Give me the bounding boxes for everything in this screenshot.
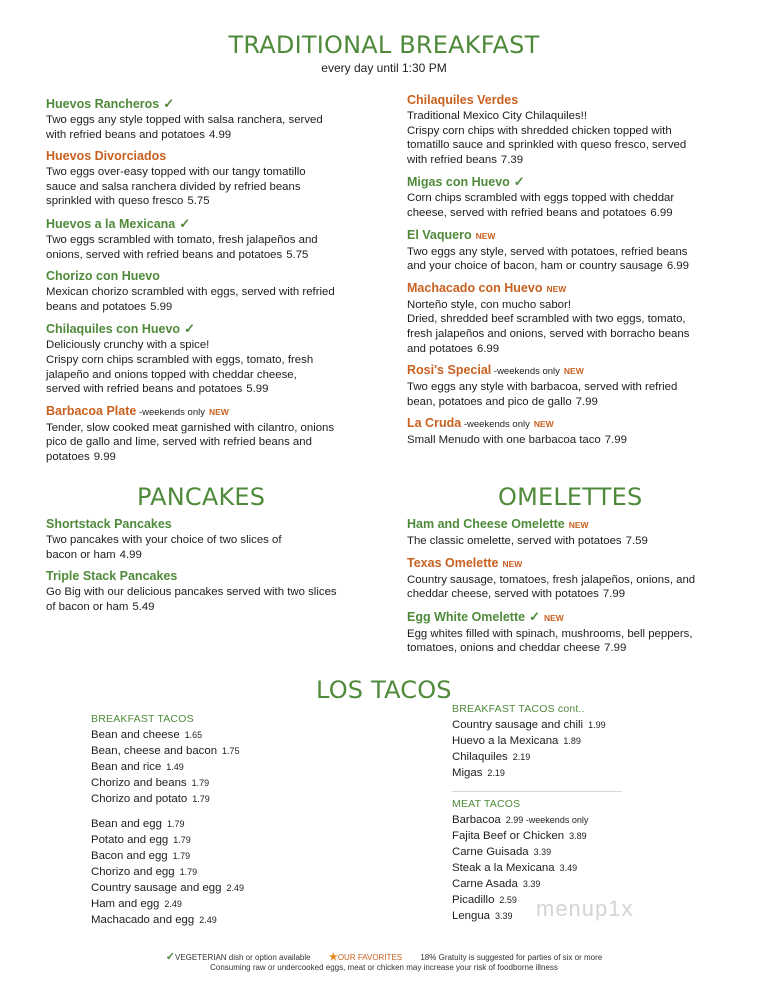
description-line — [407, 191, 747, 206]
description-text: Crispy corn chips with shredded chicken topped with — [407, 124, 672, 137]
menu-item-title — [407, 362, 747, 380]
item-description — [46, 165, 376, 209]
item-name: Triple Stack Pancakes — [46, 569, 178, 584]
taco-name: Bacon and egg — [91, 850, 168, 862]
description-text: Two eggs any style with barbacoa, served with refried — [407, 381, 678, 394]
description-line — [407, 298, 747, 313]
description-line — [407, 627, 747, 642]
description-line — [46, 450, 376, 465]
taco-name: Picadillo — [452, 894, 495, 906]
description-text: Two eggs scrambled with tomato, fresh jalapeños and — [46, 233, 318, 246]
item-name: Ham and Cheese Omelette — [407, 517, 565, 531]
taco-name: Bean and cheese — [91, 729, 180, 741]
item-description — [407, 573, 747, 602]
tacos-title: LOS TACOS — [316, 676, 452, 704]
new-badge: NEW — [533, 419, 554, 430]
description-text: Traditional Mexico City Chilaquiles!! — [407, 110, 587, 122]
description-text: Mexican chorizo scrambled with eggs, served with refried — [46, 286, 335, 299]
vegetarian-check-icon: ✓ — [529, 608, 540, 624]
item-name: Rosi's Special — [407, 363, 492, 378]
item-price: 4.99 — [208, 128, 232, 141]
taco-name: Chorizo and potato — [91, 793, 188, 805]
description-line — [46, 353, 376, 368]
taco-price: 3.39 — [522, 879, 541, 889]
item-price: 7.99 — [604, 434, 627, 447]
menu-item-triple-stack-pancakes — [46, 568, 376, 614]
taco-price: 2.19 — [512, 752, 531, 762]
description-line — [407, 259, 747, 274]
weekends-note: -weekends only — [461, 419, 530, 431]
taco-price: 1.75 — [222, 746, 240, 756]
meat-tacos-divider — [452, 791, 622, 792]
menu-item-title — [407, 555, 747, 573]
description-text: beans and potatoes — [46, 300, 147, 313]
taco-item-bean-and-rice — [91, 759, 351, 775]
item-description — [407, 534, 747, 549]
taco-price: 1.79 — [173, 835, 191, 845]
new-badge: NEW — [546, 283, 567, 294]
item-description — [407, 245, 747, 274]
description-line — [407, 395, 747, 410]
taco-price: 1.79 — [172, 851, 191, 861]
new-badge: NEW — [543, 612, 564, 623]
weekends-note: -weekends only — [491, 366, 560, 378]
description-text: Two eggs any style, served with potatoes, refried beans — [407, 245, 688, 258]
item-price: 4.99 — [119, 548, 142, 561]
item-name: Chilaquiles Verdes — [407, 93, 519, 107]
item-name: Shortstack Pancakes — [46, 517, 172, 531]
taco-name: Bean and rice — [91, 761, 162, 773]
description-line — [46, 600, 376, 615]
breakfast-tacos-heading: BREAKFAST TACOS — [91, 713, 194, 725]
vegetarian-check-icon: ✓ — [184, 321, 195, 337]
description-text: fresh jalapeños and onions, served with borracho beans — [407, 327, 690, 340]
menu-item-huevos-rancheros — [46, 95, 376, 142]
taco-name: Chorizo and egg — [91, 866, 175, 878]
weekends-note: -weekends only — [136, 406, 205, 418]
item-price: 7.99 — [575, 395, 598, 408]
taco-price: 3.39 — [533, 847, 552, 857]
item-name: Huevos Divorciados — [46, 149, 167, 164]
menu-item-texas-omelette — [407, 555, 747, 602]
gratuity-note: 18% Gratuity is suggested for parties of six or more — [420, 953, 603, 962]
taco-name: Bean, cheese and bacon — [91, 745, 218, 757]
item-price: 5.75 — [187, 195, 210, 208]
taco-item-bean-and-cheese — [91, 727, 351, 743]
footer-legend — [0, 950, 768, 963]
item-description — [407, 380, 747, 409]
menu-item-title — [46, 148, 376, 165]
taco-name: Country sausage and chili — [452, 719, 584, 731]
description-text: The classic omelette, served with potatoes — [407, 535, 622, 547]
menu-item-title — [46, 516, 376, 533]
description-text: sauce and salsa ranchera divided by refried beans — [46, 180, 301, 193]
description-line — [46, 548, 376, 563]
taco-price: 2.49 — [199, 915, 217, 925]
taco-name: Barbacoa — [452, 814, 501, 826]
description-line — [46, 368, 376, 383]
taco-price: 1.79 — [191, 778, 210, 788]
item-price: 5.75 — [286, 248, 309, 261]
taco-name: Country sausage and egg — [91, 882, 222, 894]
taco-price: 1.99 — [588, 720, 606, 730]
vegetarian-check-icon: ✓ — [179, 215, 191, 231]
description-text: cheddar cheese, served with potatoes — [407, 588, 599, 601]
item-description — [46, 338, 376, 396]
description-line — [407, 109, 747, 124]
menu-item-egg-white-omelette — [407, 608, 747, 656]
menu-item-title — [407, 415, 747, 433]
menu-item-title — [407, 173, 747, 191]
description-line — [46, 248, 376, 263]
description-text: sprinkled with queso fresco — [46, 195, 184, 208]
taco-item-chorizo-and-beans — [91, 775, 351, 791]
description-line — [46, 300, 376, 315]
taco-name: Migas — [452, 767, 483, 779]
taco-price: 3.89 — [569, 831, 587, 841]
item-name: Migas con Huevo — [407, 175, 510, 190]
food-warning: Consuming raw or undercooked eggs, meat or chicken may increase your risk of foodborne illness — [210, 963, 558, 972]
taco-price: 1.89 — [563, 736, 581, 746]
item-price: 6.99 — [666, 260, 689, 273]
taco-item-bean-and-egg — [91, 816, 351, 832]
description-line — [407, 380, 747, 395]
description-text: Tender, slow cooked meat garnished with cilantro, onions — [46, 421, 335, 434]
description-line — [407, 534, 747, 549]
description-line — [407, 641, 747, 656]
description-line — [46, 285, 376, 300]
description-line — [46, 338, 376, 353]
item-price: 5.49 — [132, 600, 155, 613]
new-badge: NEW — [475, 230, 496, 241]
taco-item-bean-cheese-and-bacon — [91, 743, 351, 759]
item-name: El Vaquero — [407, 227, 472, 242]
menu-item-huevos-divorciados — [46, 148, 376, 209]
description-text: Two pancakes with your choice of two slices of — [46, 534, 282, 546]
menu-item-chorizo-con-huevo — [46, 268, 376, 314]
description-line — [46, 435, 376, 450]
item-name: La Cruda — [407, 416, 462, 431]
description-text: jalapeño and onions topped with cheddar cheese, — [46, 368, 297, 381]
description-text: Two eggs over-easy topped with our tangy tomatillo — [46, 166, 306, 179]
menu-item-title — [46, 215, 376, 233]
description-text: tomatoes, onions and cheddar cheese — [407, 642, 601, 655]
item-name: Machacado con Huevo — [407, 280, 543, 295]
menu-item-migas-con-huevo — [407, 173, 747, 220]
description-line — [407, 327, 747, 342]
taco-item-chorizo-and-egg — [91, 864, 351, 880]
description-text: cheese, served with refried beans and potatoes — [407, 206, 647, 219]
vegetarian-check-icon: ✓ — [163, 96, 175, 111]
item-price: 7.39 — [500, 153, 524, 166]
taco-name: Bean and egg — [91, 818, 162, 830]
item-description — [46, 233, 376, 262]
description-text: Dried, shredded beef scrambled with two eggs, tomato, — [407, 313, 686, 326]
taco-item-steak-a-la-mexicana — [452, 860, 712, 876]
description-line — [407, 138, 747, 153]
description-line — [407, 433, 747, 448]
item-description — [407, 433, 747, 448]
taco-name: Ham and egg — [91, 898, 160, 910]
new-badge: NEW — [563, 366, 584, 377]
item-price: 6.99 — [650, 206, 673, 219]
description-line — [46, 180, 376, 195]
taco-price: 1.79 — [179, 867, 198, 877]
description-text: bacon or ham — [46, 548, 116, 561]
item-name: Barbacoa Plate — [46, 403, 137, 418]
item-name: Chilaquiles con Huevo — [46, 322, 181, 337]
taco-price: 1.79 — [192, 794, 210, 804]
description-text: Two eggs any style topped with salsa ranchera, served — [46, 114, 323, 126]
item-price: 7.99 — [604, 642, 627, 655]
item-price: 7.99 — [602, 588, 626, 601]
description-text: served with refried beans and potatoes — [46, 383, 243, 396]
taco-name: Huevo a la Mexicana — [452, 735, 559, 747]
item-price: 7.59 — [625, 535, 648, 547]
taco-name: Lengua — [452, 910, 491, 922]
menu-item-title — [46, 568, 376, 585]
menu-item-barbacoa-plate — [46, 403, 376, 465]
veg-legend — [166, 953, 311, 962]
description-line — [407, 206, 747, 221]
description-line — [46, 165, 376, 180]
taco-name: Carne Guisada — [452, 846, 529, 858]
taco-name: Machacado and egg — [91, 914, 195, 926]
description-line — [407, 587, 747, 602]
description-text: of bacon or ham — [46, 600, 129, 613]
menu-item-el-vaquero — [407, 227, 747, 274]
taco-item-carne-asada — [452, 876, 712, 892]
description-text: Norteño style, con mucho sabor! — [407, 298, 571, 311]
taco-price: 3.39 — [495, 911, 513, 921]
description-text: bean, potatoes and pico de gallo — [407, 395, 572, 408]
breakfast-tacos-cont-heading: BREAKFAST TACOS cont.. — [452, 703, 585, 715]
weekends-note: -weekends only — [523, 815, 589, 825]
description-text: Deliciously crunchy with a spice! — [46, 339, 210, 352]
taco-item-fajita-beef-or-chicken — [452, 828, 712, 844]
menu-item-title — [407, 92, 747, 109]
tacos-right-column — [452, 701, 712, 924]
pancakes-title: PANCAKES — [137, 483, 266, 511]
breakfast-subtitle: every day until 1:30 PM — [321, 61, 447, 75]
menu-item-title — [46, 95, 376, 113]
taco-item-chorizo-and-potato — [91, 791, 351, 807]
description-text: potatoes — [46, 450, 90, 463]
taco-price: 2.59 — [499, 895, 517, 905]
description-line — [46, 233, 376, 248]
item-description — [46, 421, 376, 465]
taco-item-huevo-a-la-mexicana — [452, 733, 712, 749]
new-badge: NEW — [208, 406, 229, 417]
menu-item-chilaquiles-con-huevo — [46, 320, 376, 396]
menu-item-rosi-s-special — [407, 362, 747, 409]
description-line — [407, 573, 747, 588]
description-text: and potatoes — [407, 342, 473, 355]
taco-name: Fajita Beef or Chicken — [452, 830, 565, 842]
description-line — [46, 113, 376, 128]
description-text: Egg whites filled with spinach, mushrooms, bell peppers, — [407, 627, 693, 640]
omelettes-title: OMELETTES — [498, 483, 643, 511]
item-price: 6.99 — [476, 342, 500, 355]
description-text: onions, served with refried beans and potatoes — [46, 248, 283, 261]
veg-legend-text: VEGETERIAN dish or option available — [174, 953, 311, 962]
description-line — [46, 194, 376, 209]
taco-price: 2.49 — [226, 883, 244, 893]
new-badge: NEW — [502, 558, 523, 569]
description-line — [46, 533, 376, 548]
taco-name: Steak a la Mexicana — [452, 862, 555, 874]
description-line — [407, 245, 747, 260]
vegetarian-check-icon: ✓ — [513, 174, 525, 190]
taco-name: Chilaquiles — [452, 751, 508, 763]
taco-item-machacado-and-egg — [91, 912, 351, 928]
menu-item-title — [407, 516, 747, 534]
menu-item-title — [46, 403, 376, 421]
item-description — [407, 109, 747, 167]
description-text: with refried beans and potatoes — [46, 128, 205, 141]
item-description — [46, 113, 376, 142]
item-description — [46, 285, 376, 314]
taco-item-chilaquiles — [452, 749, 712, 765]
tacos-left-column — [91, 711, 351, 928]
star-icon: ★ — [328, 952, 338, 963]
description-text: Go Big with our delicious pancakes served with two slices — [46, 586, 337, 599]
description-text: pico de gallo and lime, served with refried beans and — [46, 436, 312, 449]
item-description — [46, 585, 376, 614]
menupix-watermark: menup1x — [536, 896, 634, 921]
taco-price: 1.79 — [166, 819, 185, 829]
taco-name: Chorizo and beans — [91, 777, 187, 789]
menu-item-title — [407, 608, 747, 627]
item-price: 9.99 — [93, 450, 116, 463]
breakfast-left-column — [46, 95, 376, 471]
item-name: Chorizo con Huevo — [46, 269, 160, 284]
taco-item-barbacoa — [452, 812, 712, 828]
taco-price: 3.49 — [559, 863, 578, 873]
favorites-legend-text: OUR FAVORITES — [337, 953, 403, 962]
menu-item-title — [407, 280, 747, 298]
new-badge: NEW — [568, 520, 589, 530]
description-line — [46, 128, 376, 143]
description-line — [407, 342, 747, 357]
taco-item-migas — [452, 765, 712, 781]
description-text: Small Menudo with one barbacoa taco — [407, 434, 601, 447]
taco-item-bacon-and-egg — [91, 848, 351, 864]
description-line — [407, 312, 747, 327]
vegetarian-check-icon: ✓ — [165, 951, 175, 963]
menu-item-title — [46, 268, 376, 285]
meat-tacos-heading: MEAT TACOS — [452, 798, 521, 810]
menu-item-huevos-a-la-mexicana — [46, 215, 376, 262]
description-text: Crispy corn chips scrambled with eggs, tomato, fresh — [46, 353, 314, 366]
item-name: Huevos a la Mexicana — [46, 216, 176, 231]
item-price: 5.99 — [150, 300, 173, 313]
description-line — [407, 124, 747, 139]
omelettes-column — [407, 516, 747, 662]
description-text: tomatillo sauce and sprinkled with queso fresco, served — [407, 139, 687, 152]
item-description — [407, 627, 747, 656]
breakfast-title: TRADITIONAL BREAKFAST — [228, 31, 540, 59]
taco-name: Potato and egg — [91, 834, 169, 846]
item-price: 5.99 — [246, 383, 269, 396]
taco-item-potato-and-egg — [91, 832, 351, 848]
item-description — [407, 191, 747, 220]
description-text: with refried beans — [407, 153, 497, 166]
menu-item-chilaquiles-verdes — [407, 92, 747, 167]
description-line — [46, 421, 376, 436]
taco-item-country-sausage-and-egg — [91, 880, 351, 896]
menu-item-title — [46, 320, 376, 338]
taco-price: 1.49 — [166, 762, 184, 772]
description-line — [46, 382, 376, 397]
taco-name: Carne Asada — [452, 878, 518, 890]
description-line — [46, 585, 376, 600]
taco-price: 2.19 — [487, 768, 505, 778]
item-description — [46, 533, 376, 562]
description-text: Corn chips scrambled with eggs topped with cheddar — [407, 192, 675, 205]
taco-price: 1.65 — [184, 730, 203, 740]
taco-item-country-sausage-and-chili — [452, 717, 712, 733]
taco-item-carne-guisada — [452, 844, 712, 860]
item-name: Egg White Omelette — [407, 609, 526, 624]
menu-item-ham-and-cheese-omelette — [407, 516, 747, 549]
menu-item-la-cruda — [407, 415, 747, 448]
menu-item-machacado-con-huevo — [407, 280, 747, 356]
menu-item-title — [407, 227, 747, 245]
taco-price: 2.99 — [505, 815, 524, 825]
description-line — [407, 153, 747, 168]
breakfast-right-column — [407, 92, 747, 454]
taco-item-ham-and-egg — [91, 896, 351, 912]
item-name: Huevos Rancheros — [46, 97, 160, 111]
description-text: Country sausage, tomatoes, fresh jalapeños, onions, and — [407, 573, 696, 586]
menu-item-shortstack-pancakes — [46, 516, 376, 562]
pancakes-column — [46, 516, 376, 620]
item-name: Texas Omelette — [407, 555, 499, 570]
favorites-legend — [329, 953, 402, 962]
item-description — [407, 298, 747, 356]
taco-price: 2.49 — [164, 899, 182, 909]
description-text: and your choice of bacon, ham or country sausage — [407, 260, 663, 273]
